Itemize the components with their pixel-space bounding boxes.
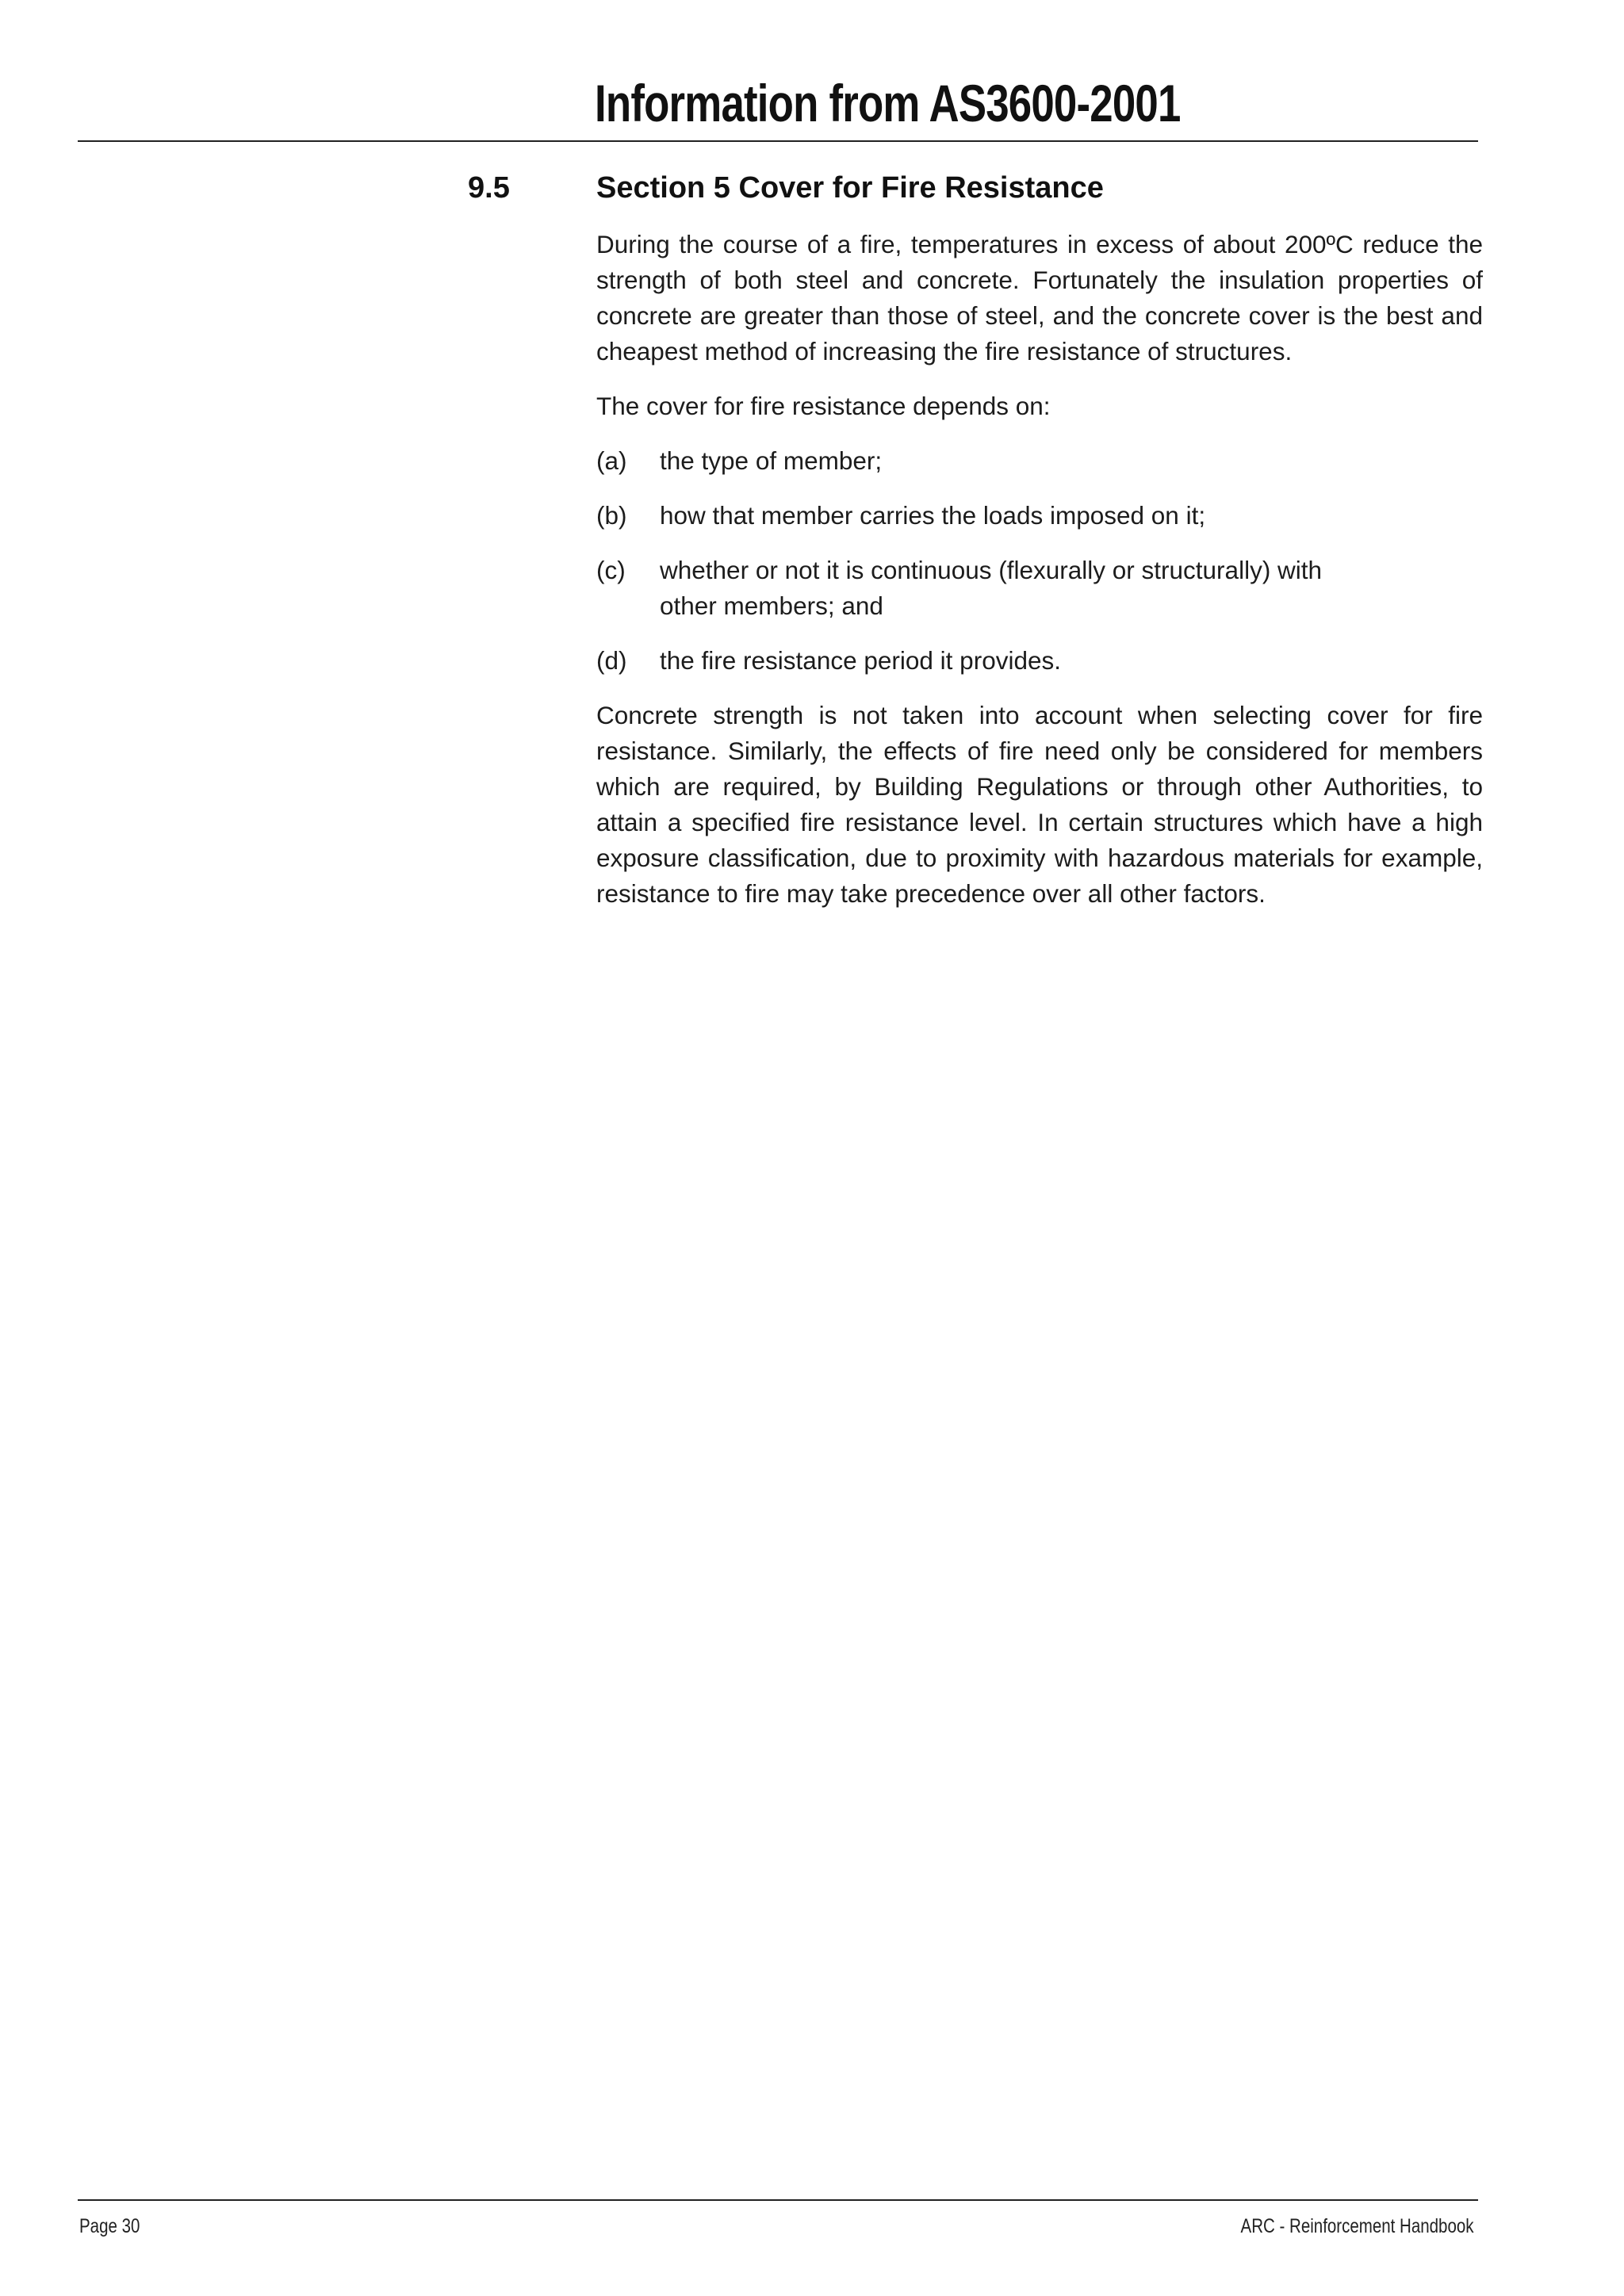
list-text: the fire resistance period it provides. (660, 646, 1061, 675)
list-text: whether or not it is continuous (flexurally or structurally) with other members; and (660, 556, 1323, 620)
list-item (596, 643, 1483, 679)
list-item (596, 498, 1483, 534)
list-marker: (d) (596, 646, 627, 675)
list-text: the type of member; (660, 446, 883, 475)
header-divider (78, 140, 1478, 142)
publication-name: ARC - Reinforcement Handbook (1240, 2215, 1473, 2237)
paragraph-depends-on: The cover for fire resistance depends on: (596, 392, 1051, 420)
footer-divider (78, 2199, 1478, 2201)
page-number: Page 30 (79, 2215, 140, 2237)
section-title: Section 5 Cover for Fire Resistance (596, 171, 1104, 205)
list-marker: (a) (596, 446, 627, 475)
section-number: 9.5 (468, 171, 510, 205)
list-item (596, 553, 1483, 624)
list-text: how that member carries the loads imposed on it; (660, 501, 1206, 530)
page-title: Information from AS3600-2001 (595, 74, 1181, 132)
section-body (596, 227, 1483, 931)
list-marker: (c) (596, 556, 626, 584)
paragraph-closing: Concrete strength is not taken into account when selecting cover for fire resistance. Similarly, the effects of fire need only be considered for members which are required, by Building Regulations or through other Authorities, to attain a specified fire resistance level. In certain structures which have a high exposure classification, due to proximity with hazardous materials for example, resistance to fire may take precedence over all other factors. (596, 701, 1483, 908)
factors-list (596, 443, 1483, 679)
list-marker: (b) (596, 501, 627, 530)
list-item (596, 443, 1483, 479)
paragraph-intro: During the course of a fire, temperatures in excess of about 200ºC reduce the strength of both steel and concrete. Fortunately the insulation properties of concrete are greater than those of steel, and the concrete cover is the best and cheapest method of increasing the fire resistance of structures. (596, 230, 1483, 365)
